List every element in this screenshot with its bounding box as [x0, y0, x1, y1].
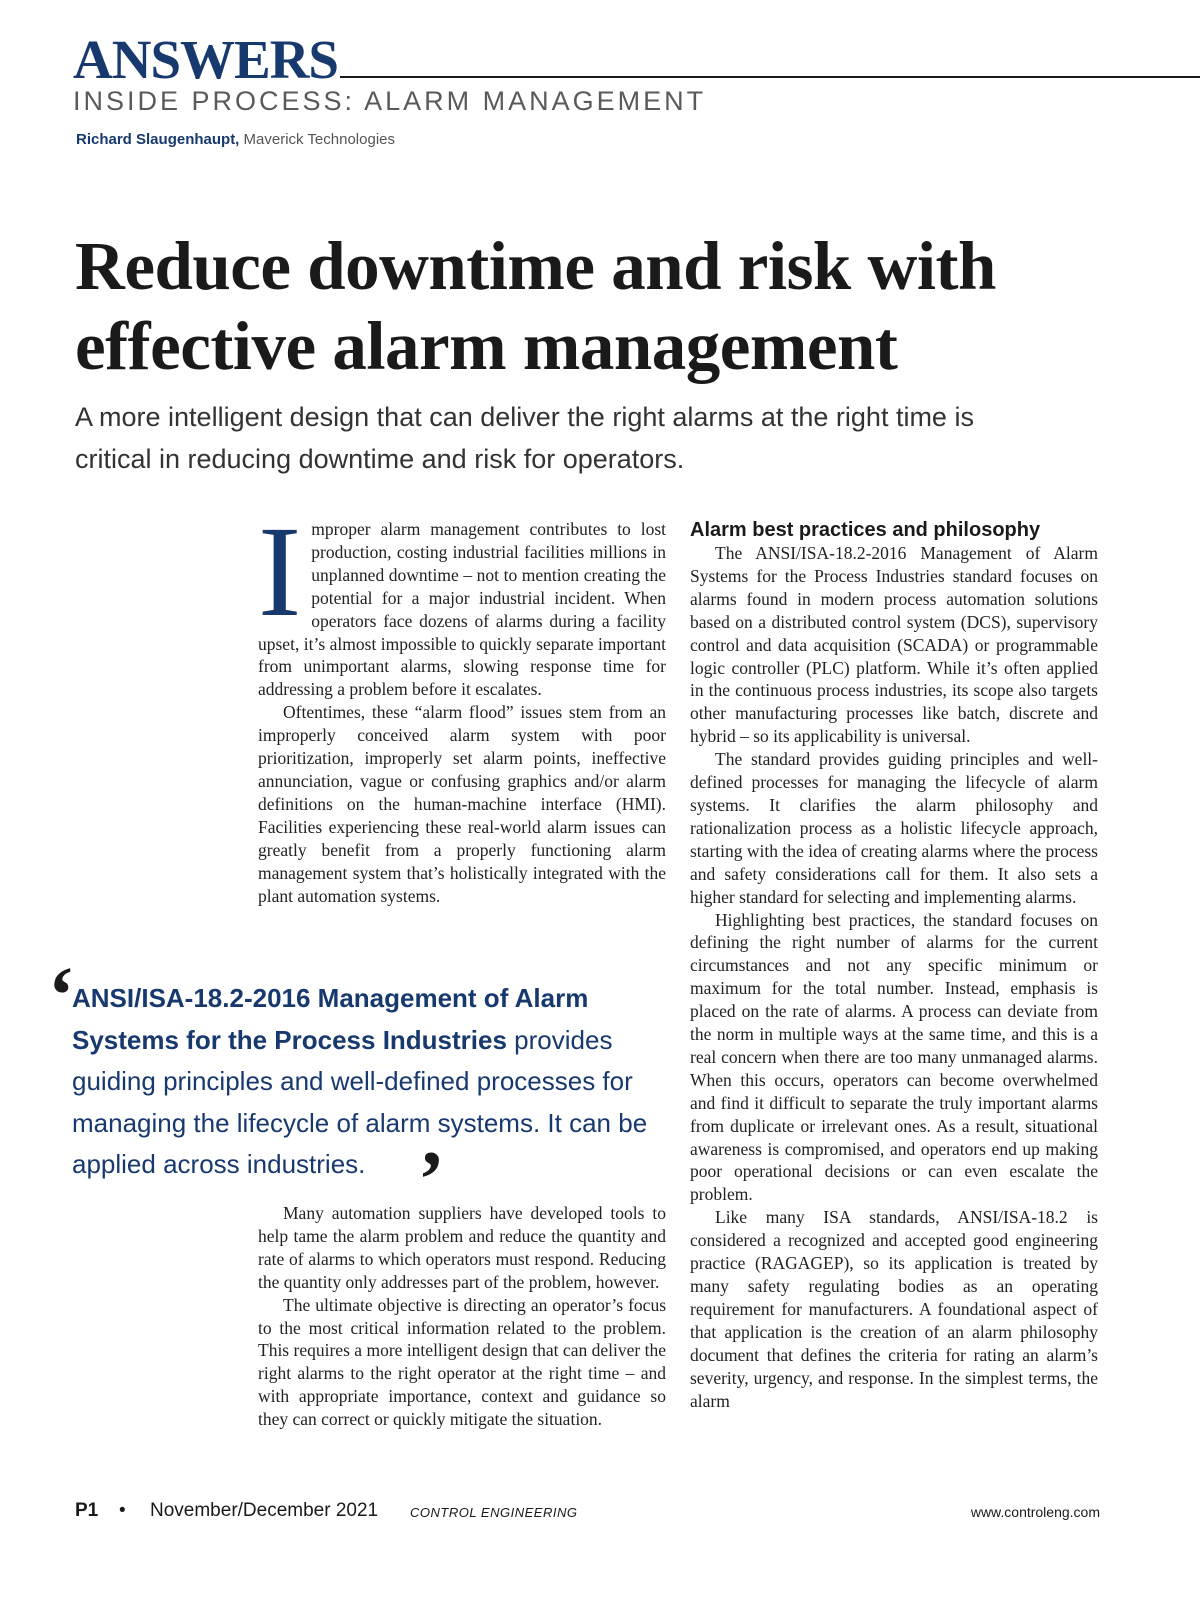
- intro-paragraph: [258, 500, 666, 701]
- quote-open-mark: ‘: [48, 952, 75, 1040]
- website-link[interactable]: www.controleng.com: [970, 1504, 1100, 1520]
- pull-quote: [72, 978, 672, 1186]
- article-deck: A more intelligent design that can deliver the right alarms at the right time is critical in reducing downtime and risk for operators.: [75, 402, 974, 474]
- quote-close-mark: ’: [418, 1136, 445, 1224]
- byline: [76, 131, 395, 149]
- article-title: Reduce downtime and risk with effective alarm management: [75, 228, 996, 384]
- right-column: [690, 518, 1098, 1412]
- body-paragraph: Highlighting best practices, the standard focuses on defining the right number of alarms for the current circumstances and not any specific minimum or maximum for the total number. Instead, emphasis is placed on the rate of alarms. A process can deviate from the norm in multiple ways at the same time, and this is a real concern when there are too many unmanaged alarms. When this occurs, operators can become overwhelmed and find it difficult to separate the truly important alarms from duplicate or irrelevant ones. As a result, situational awareness is compromised, and operators end up making poor operational decisions or can even escalate the problem.: [690, 909, 1098, 1205]
- author-name: Richard Slaugenhaupt,: [76, 131, 240, 148]
- header-rule: [340, 76, 1200, 78]
- page-footer: [75, 1500, 1100, 1524]
- footer-bullet: •: [119, 1500, 126, 1521]
- publication-name: CONTROL ENGINEERING: [410, 1505, 578, 1520]
- left-column-top: [258, 500, 666, 907]
- author-company: Maverick Technologies: [243, 131, 395, 148]
- body-paragraph: Like many ISA standards, ANSI/ISA-18.2 is considered a recognized and accepted good engineering practice (RAGAGEP), so its application is treated by many safety regulating bodies as an operating requirement for manufacturers. A foundational aspect of that application is the creation of an alarm philosophy document that defines the criteria for rating an alarm’s severity, urgency, and response. In the simplest terms, the alarm: [690, 1207, 1098, 1411]
- body-paragraph: The ANSI/ISA-18.2-2016 Management of Alarm Systems for the Process Industries standard focuses on alarms found in modern process automation solutions based on a distributed control system (DCS), supervisory control and data acquisition (SCADA) or programmable logic controller (PLC) platform. While it’s often applied in the continuous process industries, its scope also targets other manufacturing processes like batch, discrete and hybrid – so its applicability is universal.: [690, 543, 1098, 747]
- section-subtitle: INSIDE PROCESS: ALARM MANAGEMENT: [73, 86, 707, 116]
- intro-text: mproper alarm management contributes to lost production, costing industrial facilities millions in unplanned downtime – not to mention creating the potential for a major industrial incident. When operators face dozens of alarms during a facility upset, it’s almost impossible to quickly separate important from unimportant alarms, slowing response time for addressing a problem before it escalates.: [258, 519, 666, 700]
- pull-quote-strong: ANSI/ISA-18.2-2016 Management of Alarm Systems for the Process Industries: [72, 983, 589, 1055]
- body-paragraph: Oftentimes, these “alarm flood” issues stem from an improperly conceived alarm system with poor prioritization, improperly set alarm points, ineffective annunciation, vague or confusing graphics and/or alarm definitions on the human-machine interface (HMI). Facilities experiencing these real-world alarm issues can greatly benefit from a properly functioning alarm management system that’s holistically integrated with the plant automation systems.: [258, 702, 666, 906]
- pull-quote-text: provides guiding principles and well-defined processes for managing the lifecycle of alarm systems. It can be applied across industries.: [72, 1024, 648, 1179]
- body-paragraph: Many automation suppliers have developed tools to help tame the alarm problem and reduce the quantity and rate of alarms to which operators must respond. Reducing the quantity only addresses part of the problem, however.: [258, 1203, 666, 1292]
- body-paragraph: The ultimate objective is directing an operator’s focus to the most critical information related to the problem. This requires a more intelligent design that can deliver the right alarms to the right operator at the right time – and with appropriate importance, context and guidance so they can correct or quickly mitigate the situation.: [258, 1294, 666, 1430]
- section-heading: Alarm best practices and philosophy: [690, 519, 1041, 541]
- issue-date: November/December 2021: [150, 1500, 379, 1521]
- left-column-bottom: [258, 1202, 666, 1431]
- section-label: ANSWERS: [73, 29, 339, 90]
- drop-cap: I: [258, 500, 302, 644]
- body-paragraph: The standard provides guiding principles and well-defined processes for managing the lifecycle of alarm systems. It clarifies the alarm philosophy and rationalization process as a holistic lifecycle approach, starting with the idea of creating alarms where the process and safety considerations call for them. It also sets a higher standard for selecting and implementing alarms.: [690, 749, 1098, 907]
- page-number: P1: [75, 1500, 99, 1521]
